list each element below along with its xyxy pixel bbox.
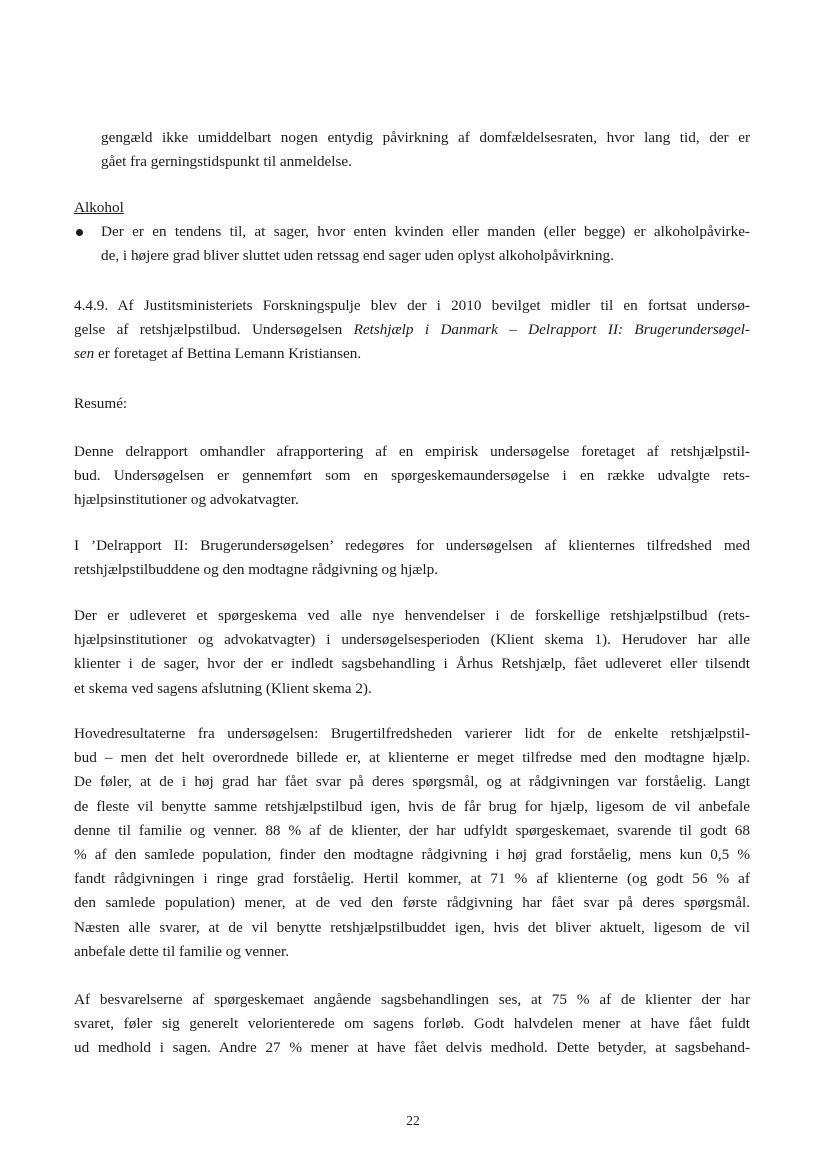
- text-line: % af den samlede population, finder den modtagne rådgivning i høj grad forståelig, mens kun 0,5 %: [74, 846, 750, 864]
- text-line: Der er udleveret et spørgeskema ved alle nye henvendelser i de forskellige retshjælpstilbud (rets-: [74, 607, 750, 624]
- text-line: de fleste vil benytte samme retshjælpstilbud igen, hvis de får brug for hjælp, ligesom de vil anbefale: [74, 797, 750, 815]
- text-line: gengæld ikke umiddelbart nogen entydig påvirkning af domfældelsesraten, hvor lang tid, der er: [101, 129, 750, 146]
- text-line: Denne delrapport omhandler afrapportering af en empirisk undersøgelse foretaget af retshjælpstil-: [74, 443, 750, 460]
- page-number: 22: [406, 1113, 420, 1128]
- section-449-paragraph: [74, 294, 750, 367]
- paragraph-4: [74, 722, 750, 964]
- text-line: denne til familie og venner. 88 % af de klienter, der har udfyldt spørgeskemaet, svarende til godt 68: [74, 821, 750, 839]
- text-line: retshjælpstilbuddene og den modtagne rådgivning og hjælp.: [74, 561, 439, 579]
- bullet-item: [101, 220, 750, 268]
- text-line: bud – men det helt overordnede billede er, at klienterne er meget tilfredse med den modtagne hjælp.: [74, 749, 750, 767]
- paragraph-3: [74, 604, 750, 701]
- text-line: hjælpsinstitutioner og advokatvagter) i undersøgelsesperioden (Klient skema 1). Herudover har alle: [74, 631, 750, 649]
- text-line: I ’Delrapport II: Brugerundersøgelsen’ redegøres for undersøgelsen af klienternes tilfredshed med: [74, 537, 750, 554]
- text-line: anbefale dette til familie og venner.: [74, 942, 290, 960]
- resume-heading: Resumé:: [74, 395, 128, 412]
- text-run: er foretaget af Bettina Lemann Kristiansen.: [94, 345, 362, 363]
- text-line: svaret, føler sig generelt velorienterede om sagens forløb. Godt halvdelen mener at have fået fuldt: [74, 1015, 750, 1033]
- text-line: klienter i de sager, hvor der er indledt sagsbehandling i Århus Retshjælp, fået udleveret eller tilsendt: [74, 655, 750, 673]
- section-heading-alkohol: Alkohol: [74, 199, 124, 216]
- text-line: ud medhold i sagen. Andre 27 % mener at have fået delvis medhold. Dette betyder, at sagsbehand-: [74, 1039, 750, 1057]
- text-line: Af besvarelserne af spørgeskemaet angående sagsbehandlingen ses, at 75 % af de klienter der har: [74, 991, 750, 1008]
- text-line: [74, 342, 750, 366]
- text-line: et skema ved sagens afslutning (Klient skema 2).: [74, 679, 372, 697]
- text-line: hjælpsinstitutioner og advokatvagter.: [74, 491, 299, 509]
- text-line: gået fra gerningstidspunkt til anmeldelse.: [101, 153, 352, 171]
- paragraph-1: [74, 440, 750, 513]
- text-line: fandt rådgivningen i ringe grad forståelig. Hertil kommer, at 71 % af klienterne (og godt 56 % af: [74, 870, 750, 888]
- report-title-italic: sen: [74, 345, 95, 363]
- text-line: Der er en tendens til, at sager, hvor enten kvinden eller manden (eller begge) er alkoholpåvirke-: [101, 223, 750, 240]
- bullet-icon: [76, 229, 83, 236]
- text-line: bud. Undersøgelsen er gennemført som en spørgeskemaundersøgelse i en række udvalgte rets-: [74, 467, 750, 485]
- text-line: Næsten alle svarer, at de vil benytte retshjælpstilbuddet igen, hvis det bliver aktuelt, ligesom de vil: [74, 918, 750, 936]
- text-run: gelse af retshjælpstilbud. Undersøgelsen: [74, 321, 354, 339]
- paragraph-2: [74, 534, 750, 582]
- text-line: de, i højere grad bliver sluttet uden retssag end sager uden oplyst alkoholpåvirkning.: [101, 247, 614, 265]
- text-line: den samlede population) mener, at de ved den første rådgivning har fået svar på deres spørgsmål.: [74, 894, 750, 912]
- continuation-paragraph: [101, 126, 750, 174]
- report-title-italic: Retshjælp i Danmark – Delrapport II: Brugerundersøgel-: [353, 321, 751, 339]
- text-line: Hovedresultaterne fra undersøgelsen: Brugertilfredsheden varierer lidt for de enkelte retshjælpstil-: [74, 725, 750, 742]
- paragraph-5: [74, 988, 750, 1061]
- text-line: 4.4.9. Af Justitsministeriets Forskningspulje blev der i 2010 bevilget midler til en fortsat undersø-: [74, 297, 750, 314]
- text-line: [74, 318, 750, 342]
- text-line: De føler, at de i høj grad har fået svar på deres spørgsmål, og at rådgivningen var forståelig. Langt: [74, 773, 750, 791]
